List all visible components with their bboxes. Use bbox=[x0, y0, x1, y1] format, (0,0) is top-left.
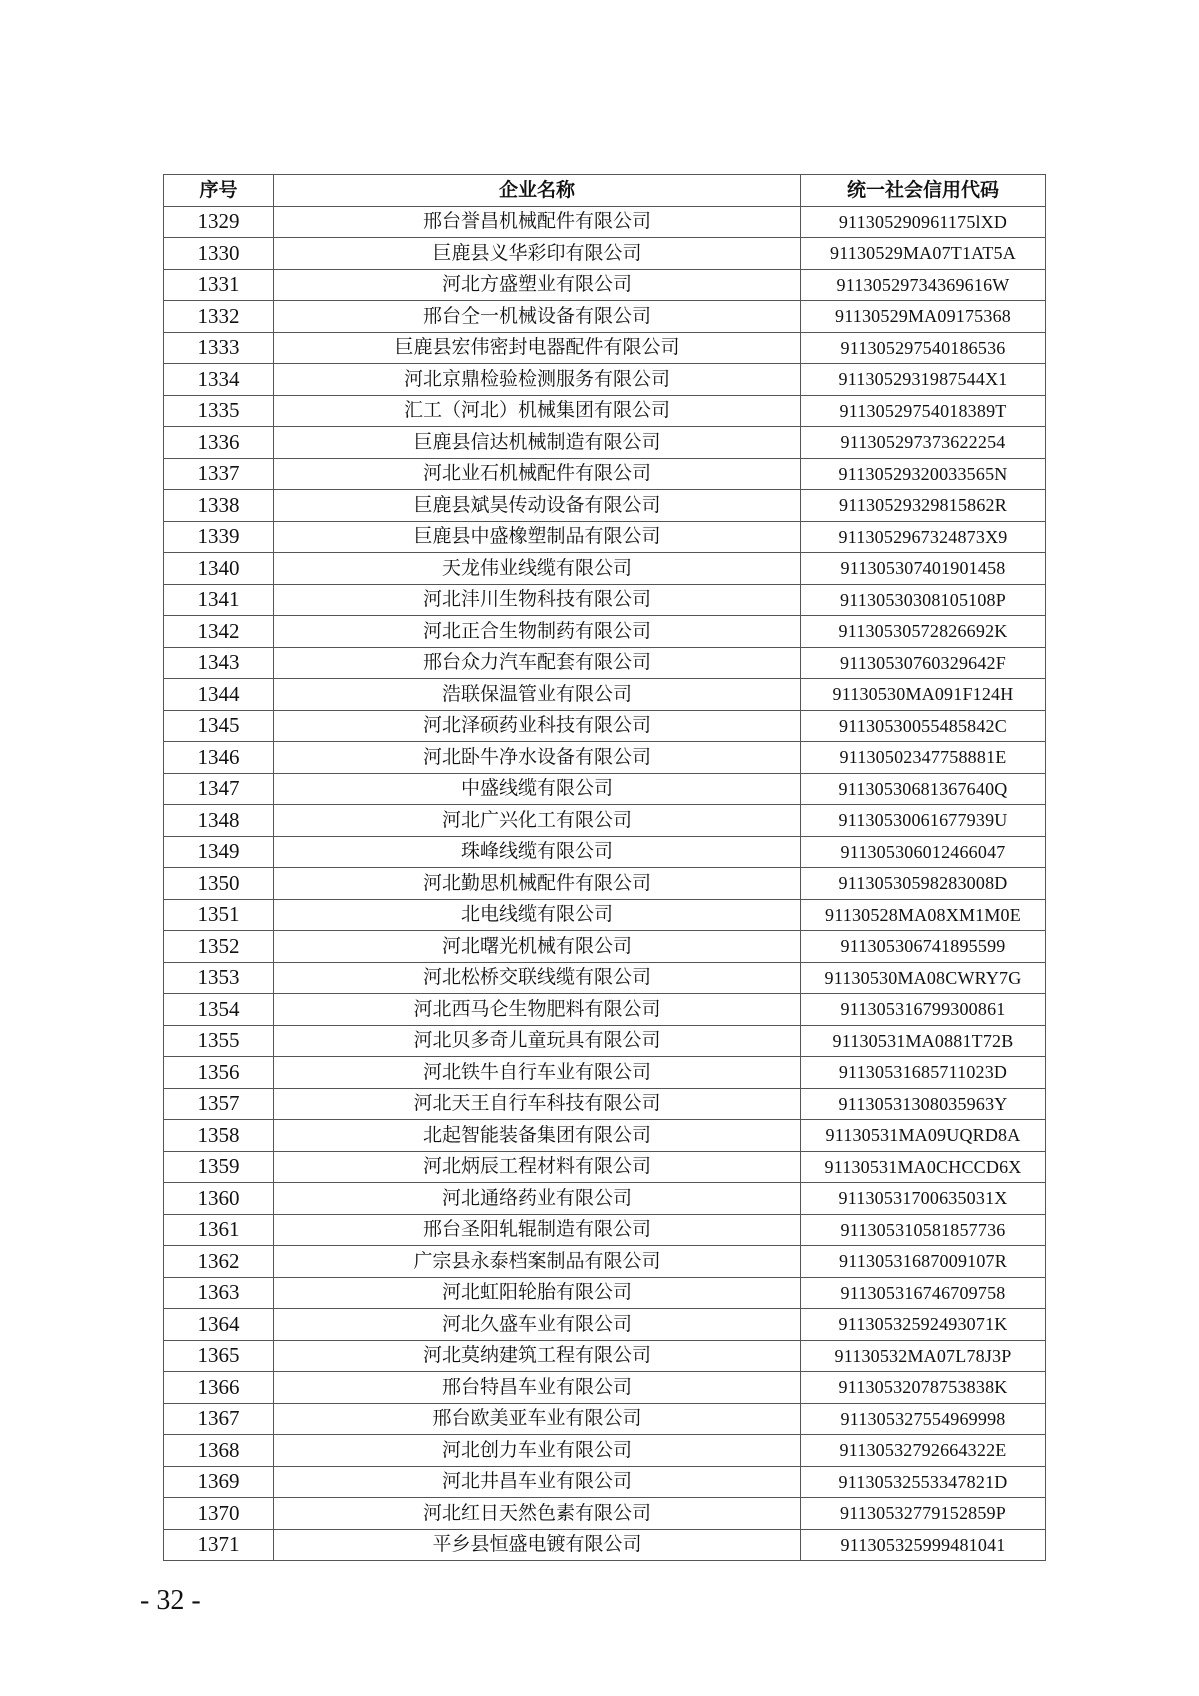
row-seq-cell: 1329 bbox=[164, 206, 274, 238]
row-seq-cell: 1355 bbox=[164, 1025, 274, 1057]
row-seq-cell: 1338 bbox=[164, 490, 274, 522]
row-seq-cell: 1357 bbox=[164, 1088, 274, 1120]
row-code-cell: 91130529329815862R bbox=[801, 490, 1046, 522]
table-row bbox=[164, 931, 1046, 963]
row-seq-cell: 1345 bbox=[164, 710, 274, 742]
table-header-row bbox=[164, 175, 1046, 207]
row-code-cell: 91130529320033565N bbox=[801, 458, 1046, 490]
row-name-cell: 巨鹿县义华彩印有限公司 bbox=[274, 238, 801, 270]
row-seq-cell: 1332 bbox=[164, 301, 274, 333]
row-name-cell: 中盛线缆有限公司 bbox=[274, 773, 801, 805]
row-seq-cell: 1365 bbox=[164, 1340, 274, 1372]
table-row bbox=[164, 1151, 1046, 1183]
table-row bbox=[164, 742, 1046, 774]
row-code-cell: 911305306741895599 bbox=[801, 931, 1046, 963]
table-row bbox=[164, 1246, 1046, 1278]
header-name: 企业名称 bbox=[274, 175, 801, 207]
row-code-cell: 91130531700635031X bbox=[801, 1183, 1046, 1215]
row-code-cell: 9113052931987544X1 bbox=[801, 364, 1046, 396]
row-seq-cell: 1369 bbox=[164, 1466, 274, 1498]
row-name-cell: 河北铁牛自行车业有限公司 bbox=[274, 1057, 801, 1089]
table-row bbox=[164, 679, 1046, 711]
row-code-cell: 911305316799300861 bbox=[801, 994, 1046, 1026]
row-seq-cell: 1363 bbox=[164, 1277, 274, 1309]
row-name-cell: 河北久盛车业有限公司 bbox=[274, 1309, 801, 1341]
row-name-cell: 河北松桥交联线缆有限公司 bbox=[274, 962, 801, 994]
row-name-cell: 汇工（河北）机械集团有限公司 bbox=[274, 395, 801, 427]
row-seq-cell: 1347 bbox=[164, 773, 274, 805]
row-name-cell: 邢台特昌车业有限公司 bbox=[274, 1372, 801, 1404]
row-code-cell: 911305297540186536 bbox=[801, 332, 1046, 364]
table-row bbox=[164, 395, 1046, 427]
row-name-cell: 河北西马仑生物肥料有限公司 bbox=[274, 994, 801, 1026]
table-row bbox=[164, 427, 1046, 459]
row-seq-cell: 1361 bbox=[164, 1214, 274, 1246]
row-code-cell: 91130532078753838K bbox=[801, 1372, 1046, 1404]
row-code-cell: 91130530MA08CWRY7G bbox=[801, 962, 1046, 994]
row-name-cell: 邢台誉昌机械配件有限公司 bbox=[274, 206, 801, 238]
row-code-cell: 91130530055485842C bbox=[801, 710, 1046, 742]
row-name-cell: 河北虹阳轮胎有限公司 bbox=[274, 1277, 801, 1309]
row-code-cell: 91130530572826692K bbox=[801, 616, 1046, 648]
row-seq-cell: 1334 bbox=[164, 364, 274, 396]
row-seq-cell: 1353 bbox=[164, 962, 274, 994]
table-row bbox=[164, 1025, 1046, 1057]
row-seq-cell: 1358 bbox=[164, 1120, 274, 1152]
table-row bbox=[164, 1372, 1046, 1404]
row-seq-cell: 1330 bbox=[164, 238, 274, 270]
row-seq-cell: 1352 bbox=[164, 931, 274, 963]
table-row bbox=[164, 584, 1046, 616]
row-seq-cell: 1354 bbox=[164, 994, 274, 1026]
table-row bbox=[164, 1435, 1046, 1467]
row-code-cell: 91130529MA07T1AT5A bbox=[801, 238, 1046, 270]
table-row bbox=[164, 1403, 1046, 1435]
enterprise-table bbox=[163, 174, 1046, 1561]
row-seq-cell: 1343 bbox=[164, 647, 274, 679]
row-name-cell: 河北莫纳建筑工程有限公司 bbox=[274, 1340, 801, 1372]
row-code-cell: 91130532553347821D bbox=[801, 1466, 1046, 1498]
row-seq-cell: 1331 bbox=[164, 269, 274, 301]
row-code-cell: 911305316746709758 bbox=[801, 1277, 1046, 1309]
row-code-cell: 91130528MA08XM1M0E bbox=[801, 899, 1046, 931]
row-seq-cell: 1336 bbox=[164, 427, 274, 459]
table-row bbox=[164, 301, 1046, 333]
row-name-cell: 河北创力车业有限公司 bbox=[274, 1435, 801, 1467]
row-name-cell: 河北红日天然色素有限公司 bbox=[274, 1498, 801, 1530]
row-name-cell: 天龙伟业线缆有限公司 bbox=[274, 553, 801, 585]
table-row bbox=[164, 332, 1046, 364]
table-row bbox=[164, 994, 1046, 1026]
table-row bbox=[164, 364, 1046, 396]
row-name-cell: 巨鹿县宏伟密封电器配件有限公司 bbox=[274, 332, 801, 364]
row-code-cell: 9113052967324873X9 bbox=[801, 521, 1046, 553]
row-name-cell: 浩联保温管业有限公司 bbox=[274, 679, 801, 711]
row-code-cell: 91130531MA0CHCCD6X bbox=[801, 1151, 1046, 1183]
row-seq-cell: 1367 bbox=[164, 1403, 274, 1435]
row-code-cell: 911305297373622254 bbox=[801, 427, 1046, 459]
row-seq-cell: 1351 bbox=[164, 899, 274, 931]
table-row bbox=[164, 647, 1046, 679]
table-row bbox=[164, 458, 1046, 490]
row-seq-cell: 1339 bbox=[164, 521, 274, 553]
row-code-cell: 91130532MA07L78J3P bbox=[801, 1340, 1046, 1372]
page-number: - 32 - bbox=[140, 1585, 201, 1616]
row-name-cell: 珠峰线缆有限公司 bbox=[274, 836, 801, 868]
row-code-cell: 91130502347758881E bbox=[801, 742, 1046, 774]
row-code-cell: 911305290961175lXD bbox=[801, 206, 1046, 238]
header-seq: 序号 bbox=[164, 175, 274, 207]
row-name-cell: 河北泽硕药业科技有限公司 bbox=[274, 710, 801, 742]
row-seq-cell: 1349 bbox=[164, 836, 274, 868]
table-row bbox=[164, 1120, 1046, 1152]
row-name-cell: 巨鹿县信达机械制造有限公司 bbox=[274, 427, 801, 459]
row-code-cell: 91130530681367640Q bbox=[801, 773, 1046, 805]
row-name-cell: 平乡县恒盛电镀有限公司 bbox=[274, 1529, 801, 1561]
row-name-cell: 河北井昌车业有限公司 bbox=[274, 1466, 801, 1498]
row-seq-cell: 1364 bbox=[164, 1309, 274, 1341]
row-name-cell: 河北天王自行车科技有限公司 bbox=[274, 1088, 801, 1120]
row-code-cell: 91130532792664322E bbox=[801, 1435, 1046, 1467]
row-name-cell: 巨鹿县中盛橡塑制品有限公司 bbox=[274, 521, 801, 553]
table-row bbox=[164, 1340, 1046, 1372]
row-code-cell: 91130532779152859P bbox=[801, 1498, 1046, 1530]
row-code-cell: 91130531MA0881T72B bbox=[801, 1025, 1046, 1057]
row-seq-cell: 1366 bbox=[164, 1372, 274, 1404]
table-row bbox=[164, 206, 1046, 238]
row-seq-cell: 1342 bbox=[164, 616, 274, 648]
table-row bbox=[164, 1498, 1046, 1530]
row-name-cell: 河北广兴化工有限公司 bbox=[274, 805, 801, 837]
table-row bbox=[164, 1183, 1046, 1215]
row-name-cell: 河北沣川生物科技有限公司 bbox=[274, 584, 801, 616]
row-code-cell: 91130530308105108P bbox=[801, 584, 1046, 616]
row-seq-cell: 1344 bbox=[164, 679, 274, 711]
table-row bbox=[164, 962, 1046, 994]
row-seq-cell: 1337 bbox=[164, 458, 274, 490]
row-name-cell: 河北贝多奇儿童玩具有限公司 bbox=[274, 1025, 801, 1057]
row-code-cell: 911305307401901458 bbox=[801, 553, 1046, 585]
row-name-cell: 河北炳辰工程材料有限公司 bbox=[274, 1151, 801, 1183]
row-code-cell: 91130529MA09175368 bbox=[801, 301, 1046, 333]
row-name-cell: 北起智能装备集团有限公司 bbox=[274, 1120, 801, 1152]
table-row bbox=[164, 269, 1046, 301]
row-name-cell: 邢台仝一机械设备有限公司 bbox=[274, 301, 801, 333]
table-row bbox=[164, 899, 1046, 931]
row-seq-cell: 1362 bbox=[164, 1246, 274, 1278]
table-row bbox=[164, 238, 1046, 270]
table-row bbox=[164, 710, 1046, 742]
row-name-cell: 河北京鼎检验检测服务有限公司 bbox=[274, 364, 801, 396]
table-row bbox=[164, 1214, 1046, 1246]
row-name-cell: 北电线缆有限公司 bbox=[274, 899, 801, 931]
row-name-cell: 河北业石机械配件有限公司 bbox=[274, 458, 801, 490]
row-seq-cell: 1356 bbox=[164, 1057, 274, 1089]
row-seq-cell: 1335 bbox=[164, 395, 274, 427]
row-code-cell: 91130529734369616W bbox=[801, 269, 1046, 301]
table-row bbox=[164, 1057, 1046, 1089]
row-name-cell: 邢台欧美亚车业有限公司 bbox=[274, 1403, 801, 1435]
row-seq-cell: 1370 bbox=[164, 1498, 274, 1530]
row-name-cell: 广宗县永泰档案制品有限公司 bbox=[274, 1246, 801, 1278]
table-row bbox=[164, 773, 1046, 805]
row-code-cell: 91130530598283008D bbox=[801, 868, 1046, 900]
row-code-cell: 91130529754018389T bbox=[801, 395, 1046, 427]
row-code-cell: 91130532592493071K bbox=[801, 1309, 1046, 1341]
table-row bbox=[164, 521, 1046, 553]
row-name-cell: 河北曙光机械有限公司 bbox=[274, 931, 801, 963]
row-seq-cell: 1348 bbox=[164, 805, 274, 837]
row-code-cell: 91130530MA091F124H bbox=[801, 679, 1046, 711]
row-name-cell: 河北通络药业有限公司 bbox=[274, 1183, 801, 1215]
row-code-cell: 911305310581857736 bbox=[801, 1214, 1046, 1246]
row-seq-cell: 1340 bbox=[164, 553, 274, 585]
row-seq-cell: 1360 bbox=[164, 1183, 274, 1215]
row-code-cell: 91130531685711023D bbox=[801, 1057, 1046, 1089]
row-name-cell: 河北卧牛净水设备有限公司 bbox=[274, 742, 801, 774]
row-seq-cell: 1350 bbox=[164, 868, 274, 900]
enterprise-table-container bbox=[163, 174, 1045, 1561]
row-seq-cell: 1368 bbox=[164, 1435, 274, 1467]
row-name-cell: 河北方盛塑业有限公司 bbox=[274, 269, 801, 301]
table-row bbox=[164, 1277, 1046, 1309]
row-code-cell: 91130531687009107R bbox=[801, 1246, 1046, 1278]
row-name-cell: 邢台圣阳轧辊制造有限公司 bbox=[274, 1214, 801, 1246]
table-row bbox=[164, 1529, 1046, 1561]
row-code-cell: 91130530760329642F bbox=[801, 647, 1046, 679]
table-body bbox=[164, 206, 1046, 1561]
row-seq-cell: 1371 bbox=[164, 1529, 274, 1561]
row-name-cell: 河北正合生物制药有限公司 bbox=[274, 616, 801, 648]
row-code-cell: 911305327554969998 bbox=[801, 1403, 1046, 1435]
header-code: 统一社会信用代码 bbox=[801, 175, 1046, 207]
row-code-cell: 91130531308035963Y bbox=[801, 1088, 1046, 1120]
row-code-cell: 911305325999481041 bbox=[801, 1529, 1046, 1561]
table-row bbox=[164, 553, 1046, 585]
table-row bbox=[164, 805, 1046, 837]
row-seq-cell: 1346 bbox=[164, 742, 274, 774]
table-row bbox=[164, 868, 1046, 900]
row-name-cell: 巨鹿县斌昊传动设备有限公司 bbox=[274, 490, 801, 522]
row-seq-cell: 1359 bbox=[164, 1151, 274, 1183]
row-name-cell: 邢台众力汽车配套有限公司 bbox=[274, 647, 801, 679]
row-code-cell: 91130531MA09UQRD8A bbox=[801, 1120, 1046, 1152]
row-seq-cell: 1333 bbox=[164, 332, 274, 364]
row-code-cell: 911305306012466047 bbox=[801, 836, 1046, 868]
table-row bbox=[164, 490, 1046, 522]
row-seq-cell: 1341 bbox=[164, 584, 274, 616]
row-name-cell: 河北勤思机械配件有限公司 bbox=[274, 868, 801, 900]
table-row bbox=[164, 616, 1046, 648]
table-row bbox=[164, 1309, 1046, 1341]
table-row bbox=[164, 1466, 1046, 1498]
table-row bbox=[164, 1088, 1046, 1120]
row-code-cell: 91130530061677939U bbox=[801, 805, 1046, 837]
table-row bbox=[164, 836, 1046, 868]
